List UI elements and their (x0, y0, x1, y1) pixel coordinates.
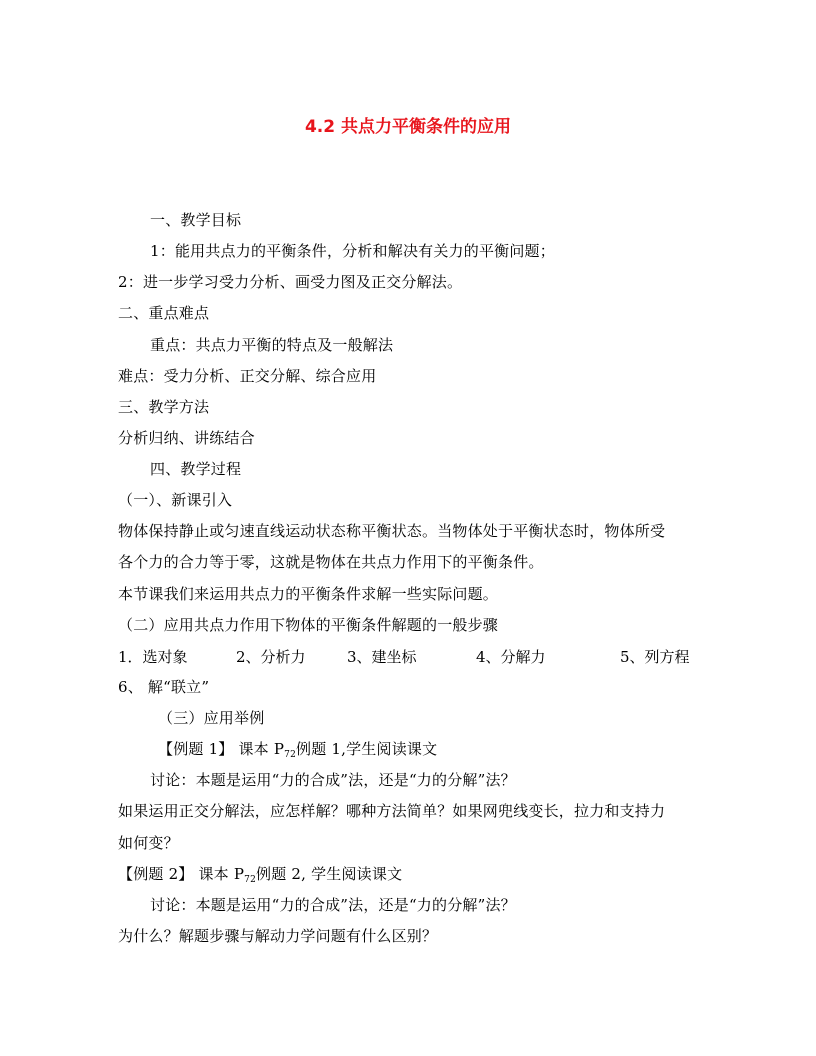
subsection-examples: （三）应用举例 (158, 709, 265, 727)
key-point: 重点：共点力平衡的特点及一般解法 (150, 336, 394, 354)
subsection-introduction: （一）、新课引入 (118, 491, 233, 509)
difficult-point: 难点：受力分析、正交分解、综合应用 (118, 367, 377, 385)
discussion-2: 讨论：本题是运用“力的合成”法，还是“力的分解”法？ (150, 896, 516, 914)
section-heading-key-points: 二、重点难点 (118, 304, 210, 322)
section-heading-process: 四、教学过程 (150, 460, 242, 478)
example-1-label: 【例题 1】 (158, 740, 234, 758)
paragraph-line: 本节课我们来运用共点力的平衡条件求解一些实际问题。 (118, 585, 499, 603)
example-2-desc: 例题 2, 学生阅读课文 (256, 865, 403, 883)
page-title: 4.2 共点力平衡条件的应用 (304, 117, 512, 137)
example-2 (118, 864, 402, 887)
step-2: 2、分析力 (236, 648, 306, 666)
example-1 (158, 739, 437, 762)
paragraph-line: 物体保持静止或匀速直线运动状态称平衡状态。当物体处于平衡状态时，物体所受 (118, 522, 666, 540)
section-heading-methods: 三、教学方法 (118, 398, 210, 416)
objective-1: 1：能用共点力的平衡条件，分析和解决有关力的平衡问题； (150, 242, 555, 260)
step-4: 4、分解力 (476, 648, 546, 666)
example-2-label: 【例题 2】 (118, 865, 194, 883)
step-5: 5、列方程 (620, 648, 690, 666)
example-1-ref: 课本 P (238, 740, 285, 758)
steps-row (118, 646, 698, 666)
discussion-1: 讨论：本题是运用“力的合成”法，还是“力的分解”法？ (150, 771, 516, 789)
objective-2: 2：进一步学习受力分析、画受力图及正交分解法。 (118, 273, 463, 291)
paragraph-line: 为什么？解题步骤与解动力学问题有什么区别？ (118, 927, 438, 945)
example-2-ref: 课本 P (198, 865, 245, 883)
step-3: 3、建坐标 (347, 648, 417, 666)
step-6: 6、 解“联立” (118, 678, 210, 696)
paragraph-line: 各个力的合力等于零，这就是物体在共点力作用下的平衡条件。 (118, 553, 544, 571)
paragraph-line: 如果运用正交分解法，应怎样解？哪种方法简单？如果网兜线变长，拉力和支持力 (118, 802, 666, 820)
step-1: 1．选对象 (118, 648, 188, 666)
example-2-page: 72 (244, 875, 257, 885)
example-1-desc: 例题 1,学生阅读课文 (296, 740, 438, 758)
paragraph-line: 如何变？ (118, 834, 179, 852)
section-heading-objectives: 一、教学目标 (150, 211, 242, 229)
example-1-page: 72 (284, 750, 297, 760)
subsection-steps: （二）应用共点力作用下物体的平衡条件解题的一般步骤 (118, 616, 499, 634)
methods-text: 分析归纳、讲练结合 (118, 429, 255, 447)
